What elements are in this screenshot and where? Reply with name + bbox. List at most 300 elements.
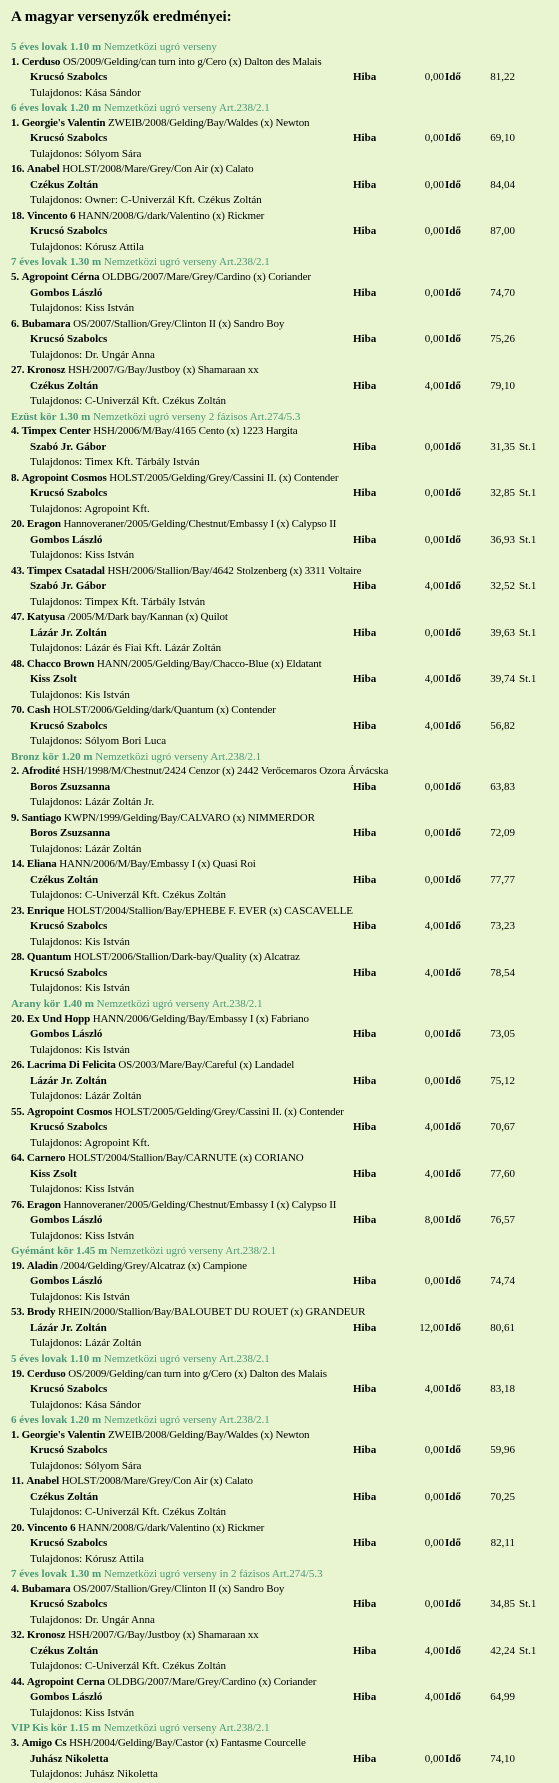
result-entry [11,1367,559,1414]
rider-name: Krucsó Szabolcs [30,1444,108,1457]
horse-name: Timpex Csatadal [26,564,105,577]
owner-line: Tulajdonos: Kis István [30,982,130,995]
placing: 19. [11,1259,25,1272]
result-entry [11,1012,559,1059]
owner-line: Tulajdonos: Kiss István [30,1229,135,1242]
horse-name: Georgie's Valentin [21,1428,106,1441]
time-value: 56,82 [490,719,515,732]
time-label: Idő [445,132,461,145]
faults-label: Hiba [353,719,377,732]
horse-line [11,116,559,132]
horse-line [11,1628,559,1644]
horse-info: ZWEIB/2008/Gelding/Bay/Waldes (x) Newton [105,116,310,129]
faults-label: Hiba [353,780,377,793]
faults-label: Hiba [353,1752,377,1765]
rider-line [11,1382,559,1398]
horse-name: Kronosz [26,364,66,377]
category-description: Nemzetközi ugró verseny Art.238/2.1 [101,256,270,269]
horse-info: HANN/2005/Gelding/Bay/Chacco-Blue (x) Eldatant [94,657,322,670]
category-description: Nemzetközi ugró verseny Art.238/2.1 [101,1352,270,1365]
time-label: Idő [445,1275,461,1288]
placing: 16. [11,163,25,176]
placing: 6. [11,317,19,330]
horse-line [11,857,559,873]
horse-line [11,1736,559,1752]
horse-info: RHEIN/2000/Stallion/Bay/BALOUBET DU ROUET (x) GRANDEUR [55,1306,366,1319]
horse-info: Hannoveraner/2005/Gelding/Chestnut/Embassy I (x) Calypso II [60,518,337,531]
result-entry [11,1675,559,1722]
time-label: Idő [445,780,461,793]
time-value: 76,57 [490,1214,515,1227]
horse-line [11,1582,559,1598]
owner-line: Tulajdonos: Kása Sándor [30,1398,141,1411]
time-value: 32,85 [490,487,515,500]
time-value: 36,93 [490,533,515,546]
faults-value: 0,00 [424,1275,444,1288]
result-entry [11,950,559,997]
horse-name: Santiago [21,811,62,824]
faults-value: 0,00 [424,626,444,639]
placing: 1. [11,116,19,129]
faults-label: Hiba [353,333,377,346]
placing: 44. [11,1675,25,1688]
time-value: 70,25 [490,1490,515,1503]
result-entry [11,1474,559,1521]
time-label: Idő [445,178,461,191]
rider-name: Czékus Zoltán [30,1644,99,1657]
rider-name: Krucsó Szabolcs [30,966,108,979]
rider-line [11,780,559,796]
faults-value: 4,00 [424,1383,444,1395]
horse-name: Anabel [26,163,60,176]
time-value: 39,74 [490,673,515,686]
placing: 20. [11,1521,25,1534]
placing: 53. [11,1306,25,1319]
faults-value: 0,00 [424,533,444,546]
result-entry [11,811,559,858]
placing: 70. [11,704,25,717]
rider-name: Krucsó Szabolcs [30,132,108,145]
horse-info: HANN/2008/G/dark/Valentino (x) Rickmer [75,1521,265,1534]
faults-label: Hiba [353,178,377,191]
faults-value: 0,00 [424,178,444,191]
owner-line: Tulajdonos: C-Univerzál Kft. Czékus Zoltán [30,395,227,408]
rider-line [11,1597,559,1613]
time-value: 87,00 [490,225,515,238]
owner-line: Tulajdonos: Kis István [30,1290,130,1303]
horse-line [11,764,559,780]
time-label: Idő [445,1121,461,1134]
horse-name: Eragon [26,518,61,531]
owner-line: Tulajdonos: Agropoint Kft. [30,1136,150,1149]
time-value: 81,22 [490,71,515,84]
horse-info: /2005/M/Dark bay/Kannan (x) Quilot [65,611,228,624]
faults-value: 0,00 [424,487,444,500]
time-label: Idő [445,71,461,84]
faults-label: Hiba [353,1321,377,1334]
time-label: Idő [445,533,461,546]
rider-name: Lázár Jr. Zoltán [30,1321,107,1334]
result-entry [11,317,559,364]
placing: 76. [11,1198,25,1211]
horse-line [11,471,559,487]
horse-name: Ex Und Hopp [26,1012,91,1025]
stage-value: St.1 [519,580,537,593]
rider-name: Lázár Jr. Zoltán [30,626,107,639]
time-value: 82,11 [490,1537,515,1550]
faults-value: 0,00 [424,1537,444,1550]
faults-value: 4,00 [424,920,444,933]
category-description: Nemzetközi ugró verseny Art.238/2.1 [100,1722,270,1735]
rider-name: Krucsó Szabolcs [30,1383,108,1395]
time-value: 84,04 [490,178,515,191]
category-description: Nemzetközi ugró verseny 2 fázisos Art.274/5.3 [90,410,301,423]
rider-name: Kiss Zsolt [30,1167,77,1180]
horse-line [11,950,559,966]
faults-value: 4,00 [424,1691,444,1704]
time-value: 34,85 [490,1598,515,1611]
result-entry [11,857,559,904]
rider-name: Szabó Jr. Gábor [30,440,107,453]
result-entry [11,270,559,317]
rider-line [11,1120,559,1136]
time-label: Idő [445,719,461,732]
faults-value: 0,00 [424,1752,444,1765]
owner-line: Tulajdonos: Dr. Ungár Anna [30,348,155,361]
time-value: 80,61 [490,1321,515,1334]
time-value: 77,60 [490,1167,515,1180]
rider-name: Czékus Zoltán [30,379,99,392]
horse-name: Amigo Cs [21,1737,67,1750]
faults-value: 12,00 [419,1321,444,1334]
results-list [11,40,559,1783]
category-name: 7 éves lovak 1.30 m [11,1568,102,1581]
time-label: Idő [445,827,461,840]
rider-line [11,70,559,86]
faults-label: Hiba [353,533,377,546]
rider-line [11,1274,559,1290]
rider-name: Gombos László [30,533,103,546]
time-label: Idő [445,966,461,979]
category-name: 5 éves lovak 1.10 m [11,1352,102,1365]
faults-label: Hiba [353,626,377,639]
time-value: 31,35 [490,440,515,453]
horse-info: HSH/1998/M/Chestnut/2424 Cenzor (x) 2442 Verőcemaros Ozora Árvácska [59,765,389,778]
horse-line [11,657,559,673]
horse-line [11,904,559,920]
horse-line [11,610,559,626]
faults-label: Hiba [353,827,377,840]
rider-name: Boros Zsuzsanna [30,827,111,840]
time-label: Idő [445,1537,461,1550]
owner-line: Tulajdonos: Agropoint Kft. [30,502,150,515]
horse-line [11,1105,559,1121]
horse-line [11,270,559,286]
category-name: 5 éves lovak 1.10 m [11,41,102,53]
owner-line: Tulajdonos: Kiss István [30,1706,135,1719]
faults-label: Hiba [353,966,377,979]
rider-line [11,672,559,688]
rider-line [11,332,559,348]
stage-value: St.1 [519,1644,537,1657]
category-heading [11,1721,559,1736]
faults-label: Hiba [353,379,377,392]
category-name: VIP Kis kör 1.15 m [11,1722,101,1735]
time-label: Idő [445,1691,461,1704]
result-entry [11,1582,559,1629]
category-heading [11,255,559,270]
stage-value: St.1 [519,1598,537,1611]
faults-label: Hiba [353,1167,377,1180]
owner-line: Tulajdonos: Sólyom Sára [30,147,142,160]
horse-line [11,1474,559,1490]
faults-value: 0,00 [424,71,444,84]
faults-value: 0,00 [424,286,444,299]
placing: 4. [11,425,19,438]
owner-line: Tulajdonos: Sólyom Sára [30,1459,142,1472]
faults-value: 0,00 [424,333,444,346]
placing: 20. [11,518,25,531]
placing: 5. [11,271,19,284]
horse-name: Chacco Brown [26,657,95,670]
placing: 20. [11,1012,25,1025]
faults-label: Hiba [353,1598,377,1611]
faults-value: 4,00 [424,673,444,686]
faults-label: Hiba [353,286,377,299]
faults-label: Hiba [353,1214,377,1227]
horse-name: Enrique [26,904,65,917]
time-label: Idő [445,440,461,453]
time-label: Idő [445,333,461,346]
faults-value: 0,00 [424,1598,444,1611]
rider-line [11,1752,559,1768]
horse-line [11,1305,559,1321]
result-entry [11,424,559,471]
horse-info: OS/2009/Gelding/can turn into g/Cero (x) Dalton des Malais [65,1367,327,1380]
faults-value: 8,00 [424,1214,444,1227]
placing: 64. [11,1152,25,1165]
time-value: 83,18 [490,1383,515,1395]
owner-line: Tulajdonos: Sólyom Bori Luca [30,735,167,748]
horse-info: HOLST/2004/Stallion/Bay/CARNUTE (x) CORIANO [65,1152,304,1165]
horse-line [11,703,559,719]
result-entry [11,116,559,163]
faults-value: 4,00 [424,1121,444,1134]
rider-line [11,1690,559,1706]
horse-name: Bubamara [21,317,71,330]
rider-name: Gombos László [30,1275,103,1288]
owner-line: Tulajdonos: Kórusz Attila [30,240,144,253]
horse-info: KWPN/1999/Gelding/Bay/CALVARO (x) NIMMERDOR [61,811,315,824]
rider-name: Krucsó Szabolcs [30,719,108,732]
placing: 18. [11,209,25,222]
time-value: 74,10 [490,1752,515,1765]
time-label: Idő [445,379,461,392]
horse-name: Eragon [26,1198,61,1211]
faults-label: Hiba [353,1444,377,1457]
time-label: Idő [445,580,461,593]
horse-info: HOLST/2004/Stallion/Bay/EPHEBE F. EVER (x) CASCAVELLE [64,904,353,917]
result-entry [11,1628,559,1675]
owner-line: Tulajdonos: C-Univerzál Kft. Czékus Zoltán [30,1506,227,1519]
placing: 14. [11,858,25,871]
time-value: 79,10 [490,379,515,392]
horse-name: Agropoint Cérna [21,271,100,284]
faults-value: 0,00 [424,440,444,453]
horse-info: HSH/2007/G/Bay/Justboy (x) Shamaraan xx [65,364,259,377]
faults-value: 4,00 [424,719,444,732]
result-entry [11,1259,559,1306]
horse-name: Cerduso [26,1367,66,1380]
faults-value: 0,00 [424,132,444,145]
horse-name: Anabel [26,1475,60,1488]
rider-name: Krucsó Szabolcs [30,225,108,238]
horse-line [11,424,559,440]
horse-name: Agropoint Cosmos [21,471,107,484]
horse-info: HANN/2008/G/dark/Valentino (x) Rickmer [75,209,265,222]
faults-label: Hiba [353,1691,377,1704]
horse-line [11,1012,559,1028]
result-entry [11,162,559,209]
rider-name: Krucsó Szabolcs [30,71,108,84]
horse-name: Cerduso [21,55,61,68]
time-label: Idő [445,1752,461,1765]
rider-line [11,440,559,456]
horse-info: OS/2007/Stallion/Grey/Clinton II (x) Sandro Boy [70,317,285,330]
horse-info: Hannoveraner/2005/Gelding/Chestnut/Embassy I (x) Calypso II [60,1198,337,1211]
rider-line [11,1167,559,1183]
horse-name: Lacrima Di Felicita [26,1059,116,1072]
result-entry [11,1736,559,1783]
category-description: Nemzetközi ugró verseny Art.238/2.1 [107,1245,276,1258]
placing: 55. [11,1105,25,1118]
horse-line [11,564,559,580]
time-label: Idő [445,286,461,299]
rider-line [11,719,559,735]
horse-info: HOLST/2006/Gelding/dark/Quantum (x) Contender [50,704,276,717]
time-value: 70,67 [490,1121,515,1134]
result-entry [11,610,559,657]
placing: 4. [11,1582,19,1595]
time-value: 73,23 [490,920,515,933]
result-entry [11,517,559,564]
rider-line [11,966,559,982]
time-value: 39,63 [490,626,515,639]
time-label: Idő [445,225,461,238]
placing: 1. [11,55,19,68]
result-entry [11,1105,559,1152]
result-entry [11,1058,559,1105]
time-value: 77,77 [490,873,515,886]
time-label: Idő [445,1214,461,1227]
time-value: 74,70 [490,286,515,299]
horse-info: HOLST/2008/Mare/Grey/Con Air (x) Calato [59,1475,253,1488]
faults-value: 0,00 [424,827,444,840]
rider-line [11,1443,559,1459]
rider-line [11,873,559,889]
category-heading [11,1413,559,1428]
horse-name: Vincento 6 [26,1521,76,1534]
time-label: Idő [445,1074,461,1087]
owner-line: Tulajdonos: C-Univerzál Kft. Czékus Zoltán [30,889,227,902]
faults-value: 0,00 [424,1490,444,1503]
faults-value: 0,00 [424,1074,444,1087]
result-entry [11,1151,559,1198]
faults-value: 0,00 [424,1444,444,1457]
time-label: Idő [445,1321,461,1334]
rider-line [11,1490,559,1506]
placing: 23. [11,904,25,917]
placing: 8. [11,471,19,484]
rider-name: Gombos László [30,1691,103,1704]
faults-label: Hiba [353,1121,377,1134]
category-name: 6 éves lovak 1.20 m [11,102,102,115]
horse-name: Katyusa [26,611,65,624]
time-value: 42,24 [490,1644,515,1657]
faults-label: Hiba [353,673,377,686]
owner-line: Tulajdonos: Kórusz Attila [30,1552,144,1565]
faults-label: Hiba [353,487,377,500]
owner-line: Tulajdonos: Kis István [30,688,130,701]
placing: 32. [11,1629,25,1642]
time-label: Idő [445,1028,461,1041]
category-description: Nemzetközi ugró verseny in 2 fázisos Art.274/5.3 [101,1568,323,1581]
faults-label: Hiba [353,1537,377,1550]
owner-line: Tulajdonos: Lázár Zoltán [30,1090,142,1103]
placing: 28. [11,951,25,964]
placing: 27. [11,364,25,377]
horse-info: HSH/2004/Gelding/Bay/Castor (x) Fantasme Courcelle [66,1737,306,1750]
horse-info: HOLST/2006/Stallion/Dark-bay/Quality (x) Alcatraz [71,951,300,964]
owner-line: Tulajdonos: Kis István [30,1043,130,1056]
rider-line [11,1213,559,1229]
faults-label: Hiba [353,1275,377,1288]
placing: 1. [11,1428,19,1441]
time-value: 72,09 [490,827,515,840]
result-entry [11,1198,559,1245]
category-heading [11,1567,559,1582]
owner-line: Tulajdonos: Kása Sándor [30,86,141,99]
stage-value: St.1 [519,487,537,500]
horse-line [11,517,559,533]
rider-name: Gombos László [30,286,103,299]
rider-line [11,178,559,194]
result-entry [11,1521,559,1568]
rider-name: Krucsó Szabolcs [30,1121,108,1134]
time-value: 75,12 [490,1074,515,1087]
time-label: Idő [445,1490,461,1503]
faults-label: Hiba [353,1644,377,1657]
category-heading [11,1244,559,1259]
stage-value: St.1 [519,626,537,639]
rider-name: Juhász Nikoletta [30,1752,109,1765]
faults-label: Hiba [353,1383,377,1395]
rider-name: Czékus Zoltán [30,1490,99,1503]
result-entry [11,703,559,750]
horse-line [11,1521,559,1537]
horse-name: Brody [26,1306,56,1319]
horse-info: /2004/Gelding/Grey/Alcatraz (x) Campione [57,1259,247,1272]
horse-line [11,1151,559,1167]
rider-name: Kiss Zsolt [30,673,77,686]
faults-label: Hiba [353,132,377,145]
category-description: Nemzetközi ugró verseny [101,41,217,53]
time-label: Idő [445,1383,461,1395]
horse-name: Timpex Center [21,425,91,438]
horse-info: HSH/2006/Stallion/Bay/4642 Stolzenberg (x) 3311 Voltaire [104,564,362,577]
faults-value: 0,00 [424,1028,444,1041]
rider-name: Czékus Zoltán [30,178,99,191]
